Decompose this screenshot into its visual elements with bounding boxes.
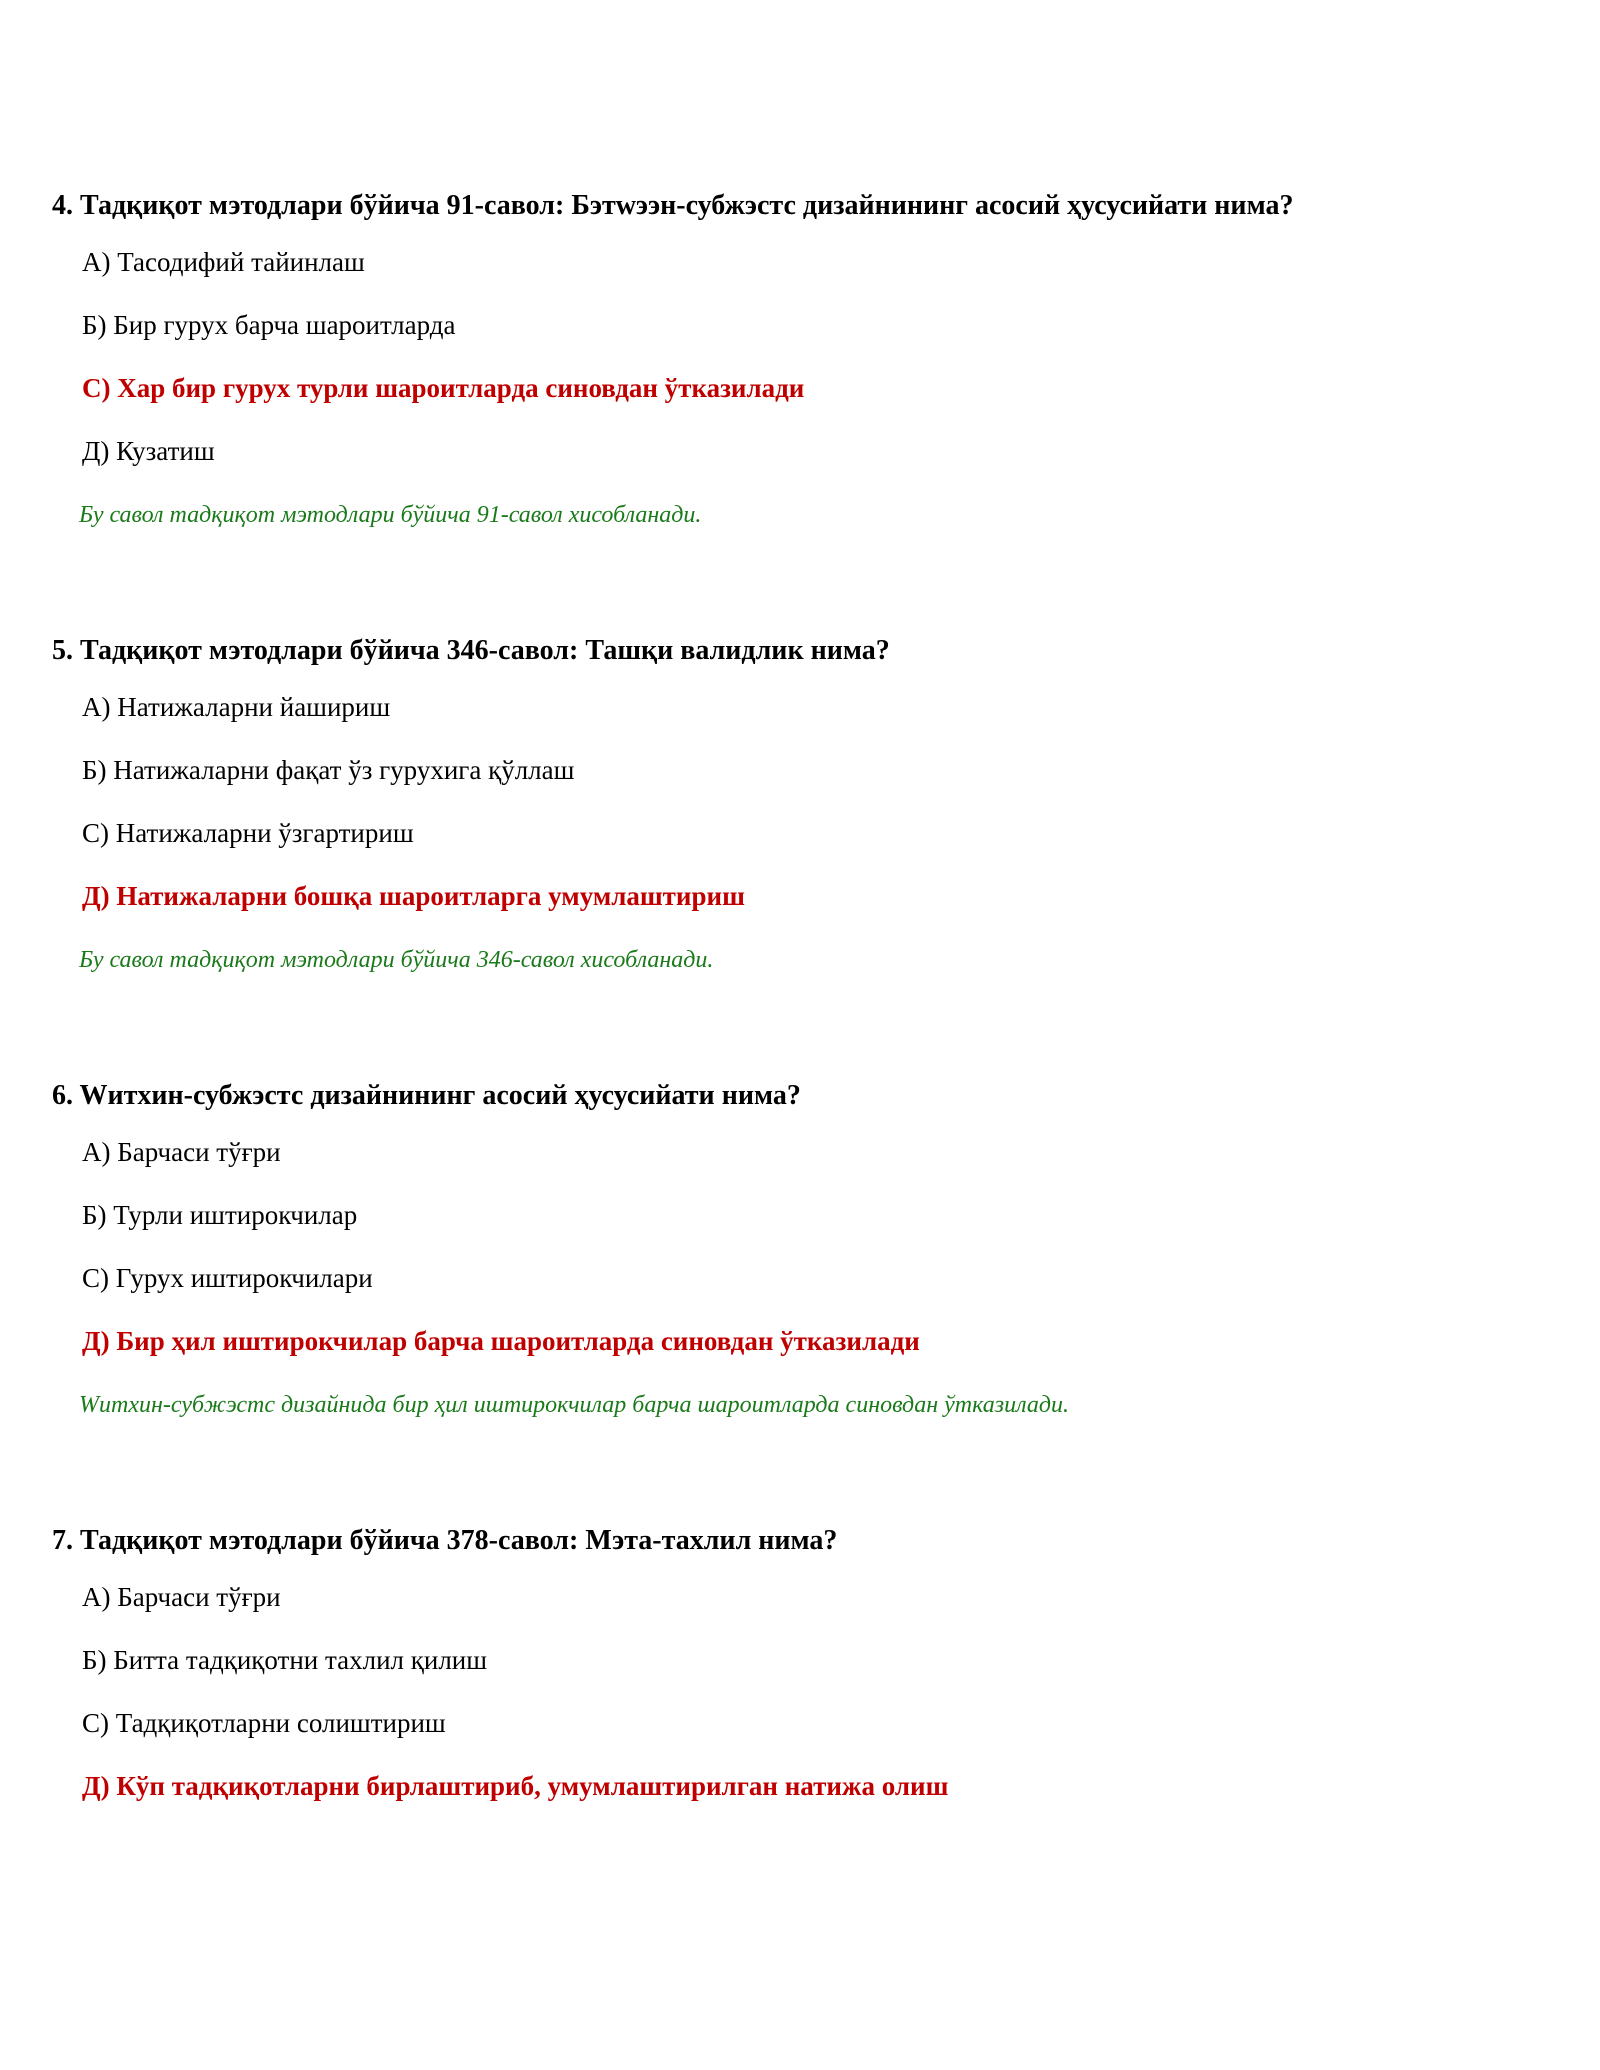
- question-4: [52, 189, 1552, 528]
- question-title: 4. Тадқиқот мэтодлари бўйича 91-савол: Бэтwээн-субжэстс дизайнининг асосий ҳусусийати нима?: [52, 190, 1294, 221]
- option-c: С) Гурух иштирокчилари: [82, 1263, 373, 1293]
- option-d-correct: Д) Бир ҳил иштирокчилар барча шароитларда синовдан ўтказилади: [82, 1326, 920, 1356]
- option-d-correct: Д) Кўп тадқиқотларни бирлаштириб, умумлаштирилган натижа олиш: [82, 1771, 949, 1801]
- question-note: Бу савол тадқиқот мэтодлари бўйича 91-савол хисобланади.: [79, 502, 702, 528]
- option-d-correct: Д) Натижаларни бошқа шароитларга умумлаштириш: [82, 881, 745, 911]
- option-a: А) Натижаларни йашириш: [82, 692, 391, 722]
- question-title: 5. Тадқиқот мэтодлари бўйича 346-савол: Ташқи валидлик нима?: [52, 635, 890, 666]
- option-b: Б) Бир гурух барча шароитларда: [82, 310, 456, 340]
- option-c-correct: С) Хар бир гурух турли шароитларда синовдан ўтказилади: [82, 373, 805, 403]
- option-b: Б) Битта тадқиқотни тахлил қилиш: [82, 1645, 488, 1675]
- option-a: А) Барчаси тўғри: [82, 1137, 281, 1167]
- option-c: С) Тадқиқотларни солиштириш: [82, 1708, 446, 1738]
- option-a: А) Тасодифий тайинлаш: [82, 247, 365, 277]
- option-a: А) Барчаси тўғри: [82, 1582, 281, 1612]
- option-b: Б) Турли иштирокчилар: [82, 1200, 358, 1230]
- question-title: 7. Тадқиқот мэтодлари бўйича 378-савол: Мэта-тахлил нима?: [52, 1525, 838, 1556]
- question-5: [52, 634, 1552, 973]
- question-note: Бу савол тадқиқот мэтодлари бўйича 346-савол хисобланади.: [79, 947, 714, 973]
- question-7: [52, 1524, 1552, 1801]
- option-d: Д) Кузатиш: [82, 436, 215, 466]
- question-6: [52, 1079, 1552, 1418]
- option-c: С) Натижаларни ўзгартириш: [82, 818, 414, 848]
- question-note: Wитхин-субжэстс дизайнида бир ҳил иштирокчилар барча шароитларда синовдан ўтказилади.: [79, 1392, 1069, 1418]
- question-title: 6. Wитхин-субжэстс дизайнининг асосий ҳусусийати нима?: [52, 1080, 801, 1111]
- option-b: Б) Натижаларни фақат ўз гурухига қўллаш: [82, 755, 575, 785]
